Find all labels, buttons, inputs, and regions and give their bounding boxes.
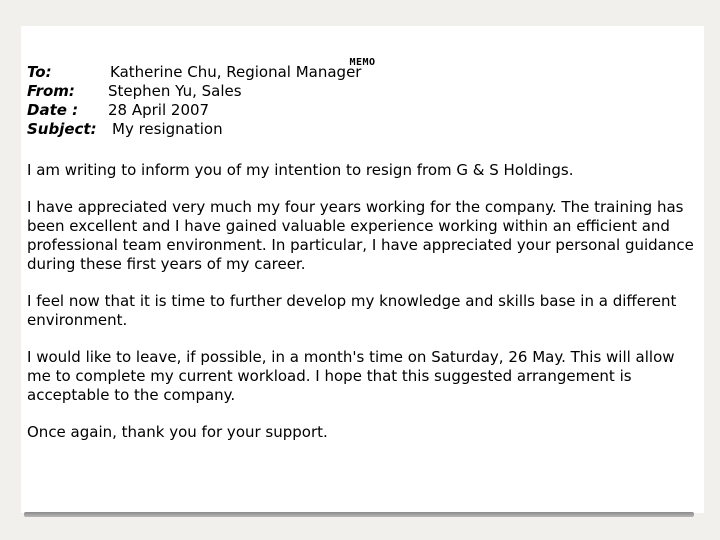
date-label: Date : (27, 101, 79, 119)
subject-value: My resignation (112, 120, 223, 138)
to-value: Katherine Chu, Regional Manager (110, 63, 362, 81)
from-label: From: (27, 82, 75, 100)
memo-title: MEMO (349, 57, 376, 68)
memo-body (27, 161, 697, 460)
paragraph-thanks: Once again, thank you for your support. (27, 423, 328, 441)
paragraph-development: I feel now that it is time to further develop my knowledge and skills base in a different environment. (27, 292, 677, 329)
date-value: 28 April 2007 (108, 101, 210, 119)
paragraph-appreciation: I have appreciated very much my four years working for the company. The training has been excellent and I have gained valuable experience working within an efficient and professional team environment. In particular, I have appreciated your personal guidance during these first years of my career. (27, 198, 694, 273)
from-value: Stephen Yu, Sales (108, 82, 242, 100)
paragraph-leave-date: I would like to leave, if possible, in a month's time on Saturday, 26 May. This will allow me to complete my current workload. I hope that this suggested arrangement is acceptable to the company. (27, 348, 675, 404)
paragraph-intention: I am writing to inform you of my intention to resign from G & S Holdings. (27, 161, 574, 179)
page-shadow (24, 512, 694, 517)
subject-label: Subject: (27, 120, 97, 138)
to-label: To: (27, 63, 52, 81)
